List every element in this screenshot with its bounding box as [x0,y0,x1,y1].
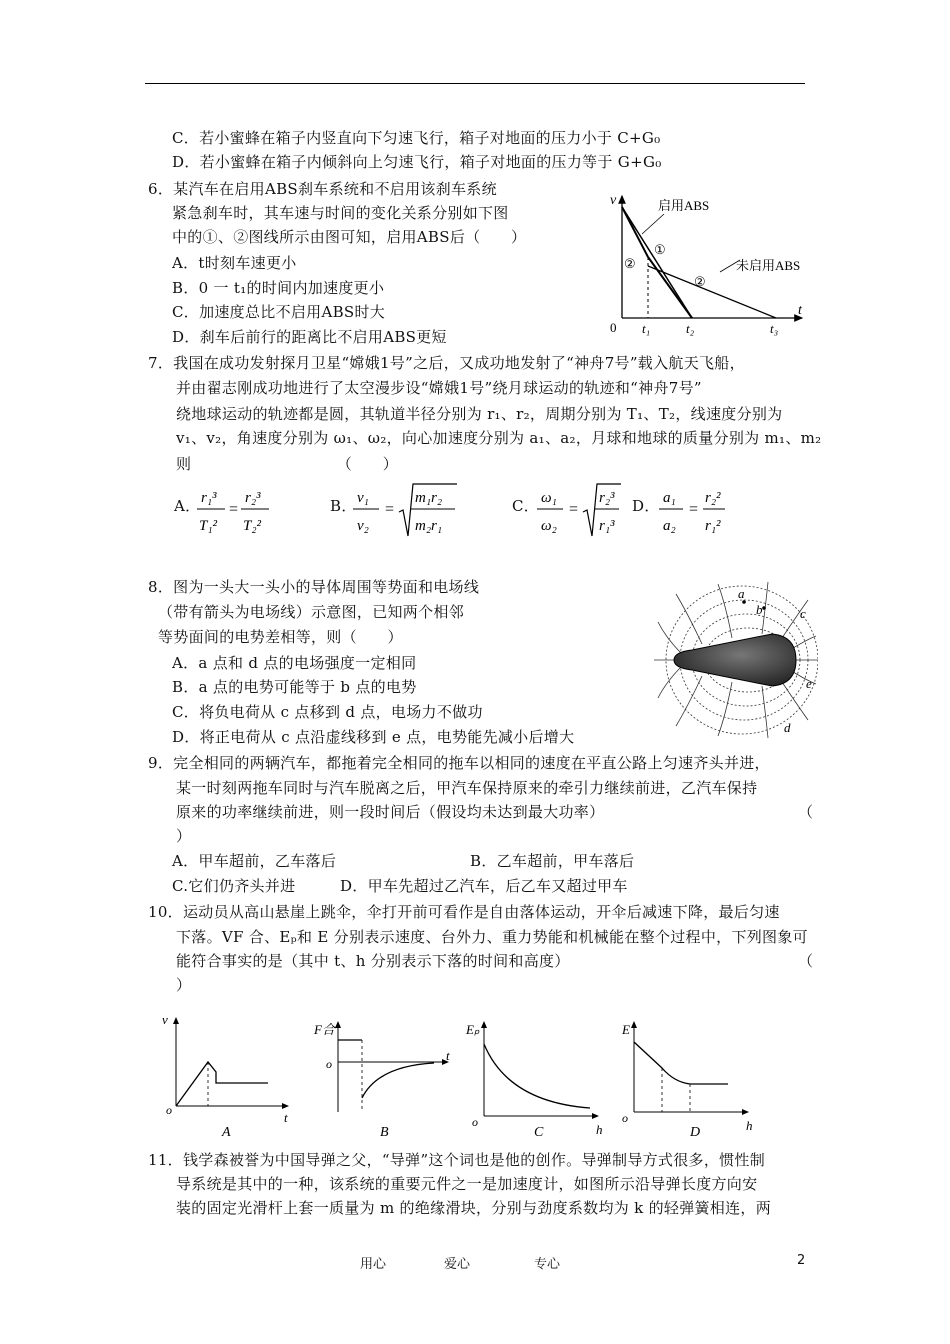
q7-option-c-label: C． [512,497,540,515]
graph-b [313,1022,450,1140]
graph-a-y-label: v [162,1012,168,1027]
curve-2-slow [648,266,776,318]
q5-option-c: C．若小蜜蜂在箱子内竖直向下匀速飞行，箱子对地面的压力小于 C+G₀ [172,129,661,147]
d-den-2: r₁² [705,518,721,534]
a-eq: = [229,501,239,518]
graph-c-y-label: Eₚ [466,1022,480,1037]
q7-stem-3: 绕地球运动的轨迹都是圆，其轨道半径分别为 r₁、r₂，周期分别为 T₁、T₂，线速度分别为 [176,405,783,423]
abs-off-label: 未启用ABS [736,258,801,273]
q10-stem-2: 下落。VF 合、Eₚ和 E 分别表示速度、台外力、重力势能和机械能在整个过程中，下列图象可 [176,928,808,946]
q8-stem-3: 等势面间的电势差相等，则（ ） [158,628,403,646]
q10-paren-open: （ [798,952,814,970]
b-num-1: v₁ [357,490,369,506]
header-rule [145,83,805,84]
q10-paren-close: ） [176,976,192,994]
graph-c [465,1022,603,1140]
q11-stem-1: 11．钱学森被誉为中国导弹之父，“导弹”这个词也是他的创作。导弹制导方式很多，惯性制 [148,1151,766,1169]
q9-paren-close: ） [176,827,192,845]
c-eq: = [569,501,579,518]
q6-option-c: C．加速度总比不启用ABS时大 [172,303,386,321]
formula-b [353,484,457,536]
q6-option-d: D．刹车后前行的距离比不启用ABS更短 [172,328,447,346]
q8-stem-1: 8．图为一头大一头小的导体周围等势面和电场线 [148,578,480,596]
conductor-field-diagram [652,578,818,738]
formula-d [659,490,725,534]
field-line-ul1 [658,622,682,654]
q8-option-c: C．将负电荷从 c 点移到 d 点，电场力不做功 [172,703,483,721]
q11-stem-3: 装的固定光滑杆上套一质量为 m 的绝缘滑块，分别与劲度系数均为 k 的轻弹簧相连，两 [176,1199,771,1217]
q9-stem-2: 某一时刻两拖车同时与汽车脱离之后，甲汽车保持原来的牵引力继续前进，乙汽车保持 [176,779,758,797]
q6-stem-2: 紧急刹车时，其车速与时间的变化关系分别如下图 [172,204,509,222]
q6-option-b: B．0 一 t₁的时间内加速度更小 [172,279,385,297]
graph-a [162,1012,288,1140]
c-den-2: r₁³ [599,518,615,534]
q9-paren-open: （ [798,803,814,821]
graph-c-x-label: h [596,1122,603,1137]
q9-option-d: D．甲车先超过乙汽车，后乙车又超过甲车 [340,877,628,895]
point-c: c [800,606,806,621]
graph-b-caption: B [380,1125,389,1140]
d-num-1: a₁ [663,490,676,506]
field-line-ll1 [658,666,682,698]
graph-b-y-label: F合 [314,1022,335,1037]
point-e: e [806,676,812,691]
graph-b-x-label: t [446,1048,450,1063]
b-num-2: m₁r₂ [415,490,443,506]
graph-b-curve-2 [362,1063,434,1098]
graph-a-x-label: t [284,1110,288,1125]
a-den-2: T₂² [243,518,262,534]
graph-c-caption: C [534,1125,544,1140]
graph-a-caption: A [222,1125,231,1140]
q9-option-b: B．乙车超前，甲车落后 [470,852,635,870]
q7-stem-4: v₁、v₂，角速度分别为 ω₁、ω₂，向心加速度分别为 a₁、a₂，月球和地球的质量分别为 m₁、m₂ [176,429,822,447]
c-num-1: ω₁ [541,490,557,506]
point-d: d [784,720,791,735]
field-line-ul3 [718,584,732,638]
field-line-lr1 [782,682,808,720]
field-line-ll2 [676,676,702,726]
q7-stem-1: 7．我国在成功发射探月卫星“嫦娥1号”之后，又成功地发射了“神舟7号”载入航天飞船， [148,354,745,372]
q7-option-d-label: D． [632,497,660,515]
q8-option-d: D．将正电荷从 c 点沿虚线移到 e 点，电势能先减小后增大 [172,728,575,746]
graph-c-curve [484,1044,590,1108]
graph-d-caption: D [690,1125,701,1140]
graph-b-origin: o [326,1057,332,1071]
footer-zhuanxin: 专心 [534,1257,561,1272]
graph-d [621,1022,753,1140]
q9-stem-3: 原来的功率继续前进，则一段时间后（假设均未达到最大功率） [176,803,605,821]
a-den-1: T₁² [199,518,218,534]
graph-c-origin: o [472,1115,478,1129]
a-num-1: r₁³ [201,490,217,506]
q6-stem-3: 中的①、②图线所示由图可知，启用ABS后（ ） [172,228,527,246]
q7-option-b-label: B． [330,497,357,515]
q5-option-d: D．若小蜜蜂在箱子内倾斜向上匀速飞行，箱子对地面的压力等于 G+G₀ [172,153,662,171]
c-num-2: r₂³ [599,490,615,506]
b-eq: = [385,501,395,518]
q8-stem-2: （带有箭头为电场线）示意图，已知两个相邻 [158,603,465,621]
t1-label: t₁ [642,321,651,336]
point-b-dot [762,606,766,610]
graph-d-origin: o [622,1111,628,1125]
graph-d-x-label: h [746,1118,753,1133]
q7-formulas [195,478,735,540]
curve-2-label-right: ② [694,274,706,289]
a-num-2: r₂³ [245,490,261,506]
q7-stem-2: 并由翟志刚成功地进行了太空漫步设“嫦娥1号”绕月球运动的轨迹和“神舟7号” [176,379,702,397]
footer-aixin: 爱心 [444,1257,471,1272]
graph-a-curve [176,1062,268,1106]
curve-1-label: ① [654,242,666,257]
q11-stem-2: 导系统是其中的一种，该系统的重要元件之一是加速度计，如图所示沿导弹长度方向安 [176,1175,758,1193]
q9-option-c: C.它们仍齐头并进 [172,877,296,895]
q9-option-a: A．甲车超前，乙车落后 [172,852,337,870]
formula-a [197,490,269,534]
q9-stem-1: 9．完全相同的两辆汽车，都拖着完全相同的拖车以相同的速度在平直公路上匀速齐头并进， [148,754,770,772]
page-number: 2 [797,1253,806,1268]
abs-braking-graph [600,190,810,340]
q6-option-a: A．t时刻车速更小 [172,254,297,272]
t2-label: t₂ [686,321,695,336]
q6-stem-1: 6．某汽车在启用ABS刹车系统和不启用该刹车系统 [148,180,497,198]
field-line-ll3 [718,682,732,736]
c-den-1: ω₂ [541,518,557,534]
point-b: b [756,602,763,617]
footer-yongxin: 用心 [360,1257,387,1272]
formula-c [537,484,621,536]
v-label: v [610,193,617,208]
q10-stem-1: 10．运动员从高山悬崖上跳伞，伞打开前可看作是自由落体运动，开伞后减速下降，最后匀速 [148,903,780,921]
q10-graphs [150,1010,820,1140]
graph-a-origin: o [166,1103,172,1117]
q7-stem-5: 则 （ ） [176,455,399,473]
conductor-body [674,634,796,686]
graph-d-y-label: E [622,1022,630,1037]
field-line-ul2 [676,594,702,644]
q8-option-a: A．a 点和 d 点的电场强度一定相同 [172,654,417,672]
point-a: a [738,586,745,601]
curve-2-label-left: ② [624,256,636,271]
b-den-1: v₂ [357,518,369,534]
q8-option-b: B．a 点的电势可能等于 b 点的电势 [172,678,417,696]
origin-label: 0 [610,320,617,335]
d-num-2: r₂² [705,490,721,506]
field-line-bottom [762,686,768,738]
q7-option-a-label: A． [174,497,201,515]
d-den-1: a₂ [663,518,676,534]
graph-d-curve [634,1042,728,1084]
t-label: t [798,303,802,318]
abs-on-label: 启用ABS [658,198,710,213]
t3-label: t₃ [770,321,779,336]
b-den-2: m₂r₁ [415,518,443,534]
d-eq: = [689,501,699,518]
on-pointer [642,214,664,234]
q10-stem-3: 能符合事实的是（其中 t、h 分别表示下落的时间和高度） [176,952,570,970]
